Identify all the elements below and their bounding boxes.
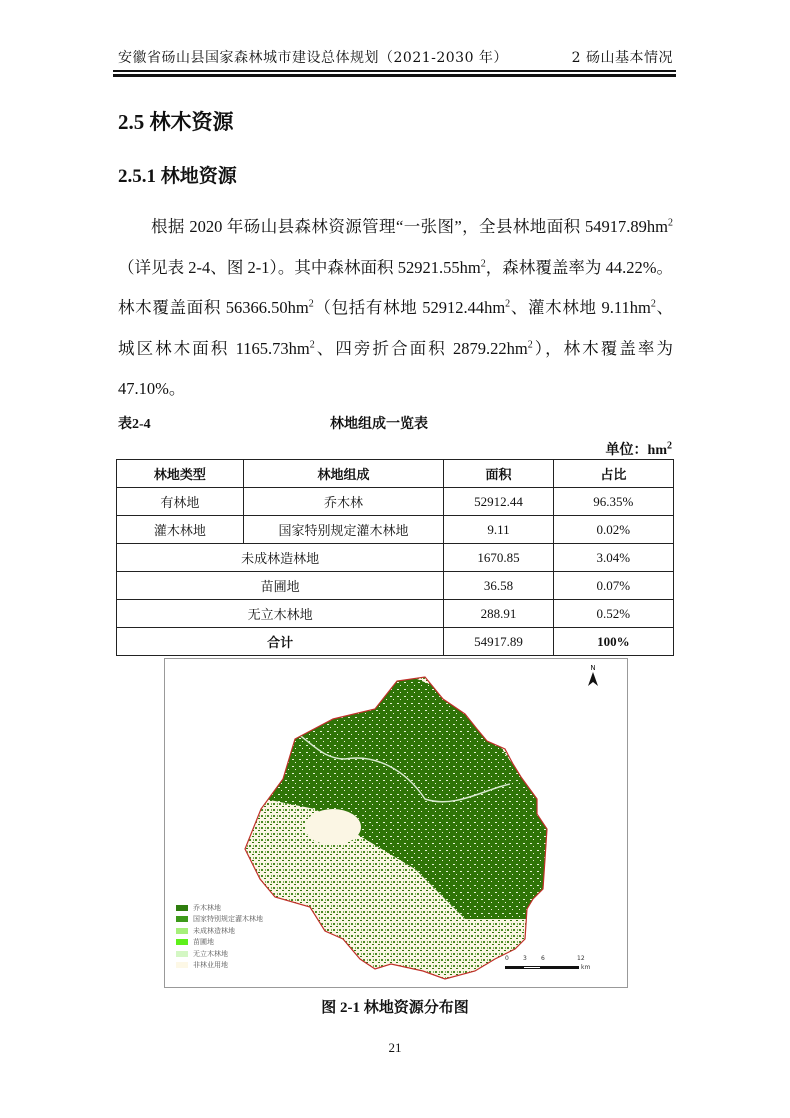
figure-caption: 图 2-1 林地资源分布图	[321, 1000, 469, 1016]
percent-cell: 0.02%	[553, 516, 673, 544]
table-number: 表2-4	[118, 417, 151, 432]
superscript: 2	[668, 217, 673, 229]
header-cell: 林地组成	[243, 460, 443, 488]
legend-swatch	[176, 939, 188, 945]
superscript: 2	[527, 339, 533, 350]
scale-tick: 12	[577, 955, 585, 962]
total-percent-cell: 100%	[553, 628, 673, 656]
total-label-cell: 合计	[117, 628, 444, 656]
table-header-row	[117, 460, 674, 488]
total-area-cell: 54917.89	[444, 628, 553, 656]
legend-label: 国家特别规定灌木林地	[193, 915, 263, 924]
header-rule-thin	[113, 70, 676, 72]
percent-cell: 96.35%	[553, 488, 673, 516]
table-total-row	[117, 628, 674, 656]
merged-type-cell: 未成林造林地	[117, 544, 444, 572]
north-arrow	[588, 664, 598, 688]
superscript: 2	[505, 298, 511, 310]
north-arrow-icon	[588, 672, 598, 686]
area-cell: 1670.85	[444, 544, 553, 572]
header-rule-thick	[113, 74, 676, 77]
text-run: 、城区林木面积 1165.73hm	[118, 298, 673, 358]
body-paragraph	[118, 207, 673, 410]
legend-item	[176, 960, 263, 972]
north-label: N	[590, 664, 596, 672]
legend-item	[176, 914, 263, 926]
scale-tick: 6	[541, 955, 545, 962]
scale-bar	[505, 955, 605, 971]
legend-item	[176, 937, 263, 949]
legend-item	[176, 925, 263, 937]
area-cell: 9.11	[444, 516, 553, 544]
percent-cell: 3.04%	[553, 544, 673, 572]
text-run: （详见表 2-4、图 2-1）。其中森林面积 52921.55hm	[118, 257, 481, 277]
map-legend	[176, 902, 263, 971]
text-run: 、灌木林地 9.11hm	[510, 298, 651, 317]
scale-tick: 0	[505, 955, 509, 962]
legend-label: 未成林造林地	[193, 926, 235, 935]
header-chapter: 2 砀山基本情况	[571, 50, 673, 66]
scale-segment	[523, 966, 541, 969]
table-row	[117, 600, 674, 628]
superscript: 2	[480, 258, 486, 269]
subsection-heading: 2.5.1 林地资源	[118, 166, 237, 187]
legend-swatch	[176, 916, 188, 922]
text-run: ），林木覆盖率为 47.10%。	[118, 338, 673, 398]
text-run: （包括有林地 52912.44hm	[313, 298, 506, 317]
scale-segment	[541, 966, 579, 969]
percent-cell: 0.07%	[553, 572, 673, 600]
area-cell: 288.91	[444, 600, 553, 628]
legend-label: 无立木林地	[193, 949, 228, 958]
legend-item	[176, 948, 263, 960]
scale-segment	[505, 966, 523, 969]
legend-swatch	[176, 951, 188, 957]
text-run: 根据 2020 年砀山县森林资源管理“一张图”，全县林地面积 54917.89hm	[151, 217, 668, 236]
unit-superscript: 2	[667, 440, 672, 452]
percent-cell: 0.52%	[553, 600, 673, 628]
table-unit	[606, 439, 672, 459]
composition-cell: 国家特别规定灌木林地	[243, 516, 443, 544]
section-heading: 2.5 林木资源	[118, 110, 234, 134]
legend-label: 非林业用地	[193, 961, 228, 970]
unit-label: 单位：hm	[605, 443, 667, 458]
map-landcover	[225, 659, 565, 987]
table-row	[117, 516, 674, 544]
header-cell: 占比	[553, 460, 673, 488]
scale-unit: km	[581, 964, 591, 971]
table-row	[117, 572, 674, 600]
text-run: ，森林覆盖率为 44.22%。林木覆盖面积 56366.50hm	[118, 257, 674, 317]
legend-label: 乔木林地	[193, 903, 221, 912]
text-run: 、四旁折合面积 2879.22hm	[314, 338, 528, 358]
header-cell: 面积	[444, 460, 553, 488]
legend-label: 苗圃地	[193, 938, 214, 947]
table-row	[117, 488, 674, 516]
legend-item	[176, 902, 263, 914]
header-document-title: 安徽省砀山县国家森林城市建设总体规划（2021-2030 年）	[118, 50, 508, 66]
scale-tick: 3	[523, 955, 527, 962]
merged-type-cell: 无立木林地	[117, 600, 444, 628]
area-cell: 52912.44	[444, 488, 553, 516]
superscript: 2	[308, 298, 314, 310]
type-cell: 灌木林地	[117, 516, 244, 544]
composition-cell: 乔木林	[243, 488, 443, 516]
superscript: 2	[650, 298, 656, 310]
table-title: 林地组成一览表	[330, 416, 428, 432]
merged-type-cell: 苗圃地	[117, 572, 444, 600]
legend-swatch	[176, 905, 188, 911]
superscript: 2	[309, 339, 315, 350]
legend-swatch	[176, 962, 188, 968]
running-header	[118, 47, 673, 67]
page-number: 21	[388, 1040, 402, 1055]
table-row	[117, 544, 674, 572]
forest-land-table	[116, 459, 674, 656]
legend-swatch	[176, 928, 188, 934]
type-cell: 有林地	[117, 488, 244, 516]
area-cell: 36.58	[444, 572, 553, 600]
header-cell: 林地类型	[117, 460, 244, 488]
